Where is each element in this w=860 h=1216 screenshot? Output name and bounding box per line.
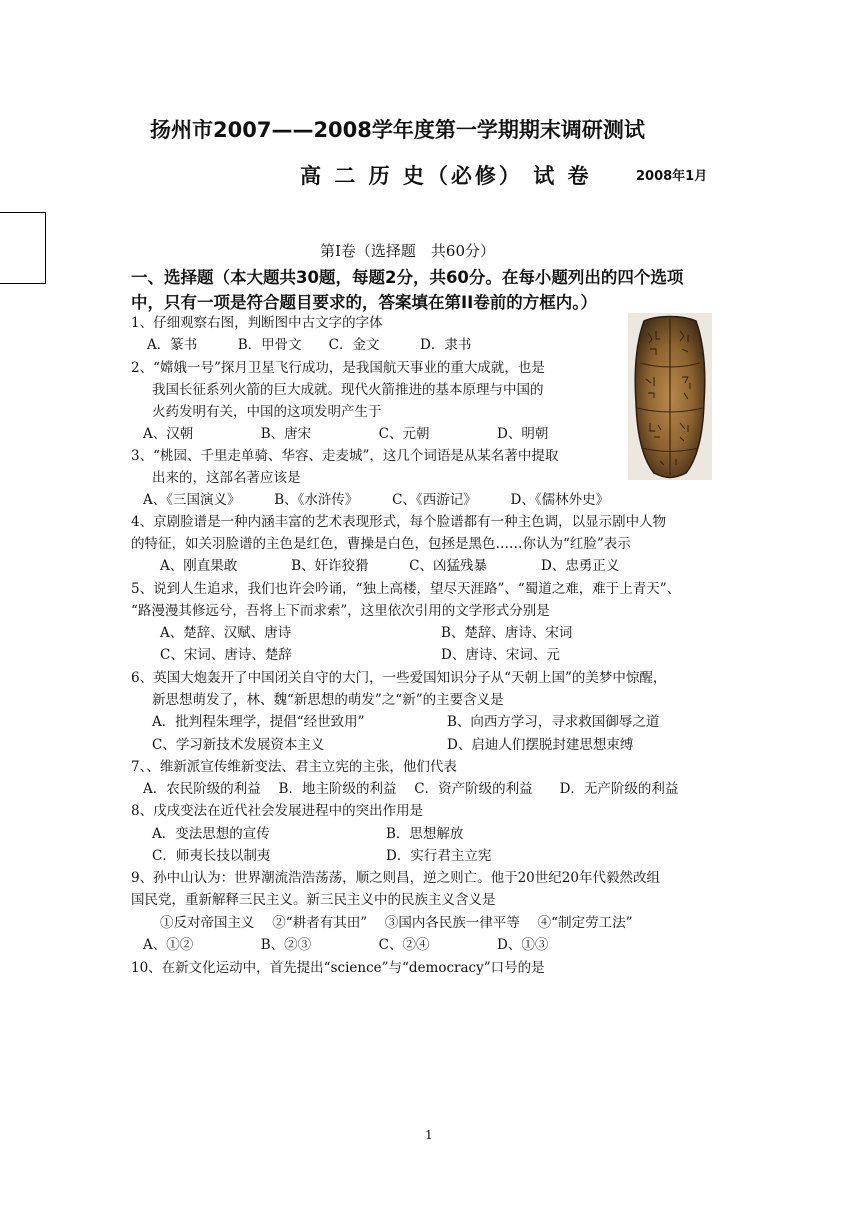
section-heading: 第Ⅰ卷（选择题 共60分）: [320, 242, 496, 260]
q6-stem-1: 6、英国大炮轰开了中国闭关自守的大门，一些爱国知识分子从“天朝上国”的美梦中惊醒，: [131, 670, 667, 686]
q8-option-b: B．思想解放: [386, 826, 464, 842]
q8-stem: 8、戊戌变法在近代社会发展进程中的突出作用是: [131, 803, 424, 819]
q7-stem: 7、、维新派宣传维新变法、君主立宪的主张，他们代表: [131, 759, 457, 775]
exam-date: 2008年1月: [636, 169, 708, 184]
q6-option-a: A．批判程朱理学，提倡“经世致用”: [152, 714, 365, 730]
q5-stem-2: “路漫漫其修远兮，吾将上下而求索”，这里依次引用的文学形式分别是: [131, 603, 550, 619]
exam-title: 扬州市2007——2008学年度第一学期期末调研测试: [150, 118, 645, 142]
q5-option-d: D、唐诗、宋词、元: [441, 647, 560, 663]
q5-stem-1: 5、说到人生追求，我们也许会吟诵，“独上高楼，望尽天涯路”、“蜀道之难，难于上青天”、: [131, 581, 681, 597]
q9-stem-1: 9、孙中山认为：世界潮流浩浩荡荡，顺之则昌，逆之则亡。他于20世纪20年代毅然改组: [131, 870, 660, 886]
q5-option-b: B、楚辞、唐诗、宋词: [441, 625, 573, 641]
q5-option-c: C、宋词、唐诗、楚辞: [160, 647, 292, 663]
oracle-bone-icon: [628, 313, 712, 480]
q8-option-c: C．师夷长技以制夷: [152, 848, 271, 864]
q8-option-a: A．变法思想的宣传: [152, 826, 270, 842]
q2-stem-2: 我国长征系列火箭的巨大成就。现代火箭推进的基本原理与中国的: [152, 382, 544, 398]
q1-options: A．篆书 B．甲骨文 C．金文 D．隶书: [147, 337, 472, 353]
q9-options: A、①② B、②③ C、②④ D、①③: [143, 937, 549, 953]
q6-option-c: C、学习新技术发展资本主义: [152, 737, 325, 753]
q10-stem: 10、在新文化运动中，首先提出“science”与“democracy”口号的是: [131, 960, 545, 976]
q2-options: A、汉朝 B、唐宋 C、元朝 D、明朝: [143, 426, 549, 442]
q4-stem-1: 4、京剧脸谱是一种内涵丰富的艺术表现形式，每个脸谱都有一种主色调，以显示剧中人物: [131, 514, 667, 530]
q1-stem: 1、仔细观察右图，判断图中古文字的字体: [131, 315, 383, 331]
q9-stem-2: 国民党，重新解释三民主义。新三民主义中的民族主义含义是: [131, 892, 496, 908]
q4-stem-2: 的特征，如关羽脸谱的主色是红色，曹操是白色，包拯是黑色……你认为“红脸”表示: [131, 536, 631, 552]
q2-stem-3: 火药发明有关，中国的这项发明产生于: [152, 404, 382, 420]
oracle-bone-shell-image: [628, 313, 712, 480]
q3-stem-2: 出来的，这部名著应该是: [152, 470, 301, 486]
binding-margin-box: [0, 212, 46, 284]
q3-options: A、《三国演义》 B、《水浒传》 C、《西游记》 D、《儒林外史》: [143, 492, 610, 508]
q7-options: A．农民阶级的利益 B．地主阶级的利益 C．资产阶级的利益 D．无产阶级的利益: [143, 781, 679, 797]
q9-choices: ①反对帝国主义 ②“耕者有其田” ③国内各民族一律平等 ④“制定劳工法”: [160, 915, 633, 931]
instruction-line-1: 一、选择题（本大题共30题，每题2分，共60分。在每小题列出的四个选项: [131, 268, 684, 287]
q5-option-a: A、楚辞、汉赋、唐诗: [160, 625, 292, 641]
q6-option-b: B、向西方学习，寻求救国御辱之道: [447, 714, 660, 730]
q4-options: A、刚直果敢 B、奸诈狡猾 C、凶猛残暴 D、忠勇正义: [160, 558, 620, 574]
q8-option-d: D．实行君主立宪: [386, 848, 492, 864]
exam-subtitle: 高 二 历 史（必修） 试 卷: [300, 164, 592, 188]
q6-stem-2: 新思想萌发了，林、魏“新思想的萌发”之“新”的主要含义是: [152, 692, 504, 708]
q3-stem-1: 3、“桃园、千里走单骑、华容、走麦城”，这几个词语是从某名著中提取: [131, 448, 559, 464]
instruction-line-2: 中，只有一项是符合题目要求的，答案填在第II卷前的方框内。）: [131, 293, 598, 312]
q2-stem-1: 2、“嫦娥一号”探月卫星飞行成功，是我国航天事业的重大成就，也是: [131, 360, 545, 376]
q6-option-d: D、启迪人们摆脱封建思想束缚: [447, 737, 634, 753]
page-number: 1: [425, 1128, 433, 1142]
